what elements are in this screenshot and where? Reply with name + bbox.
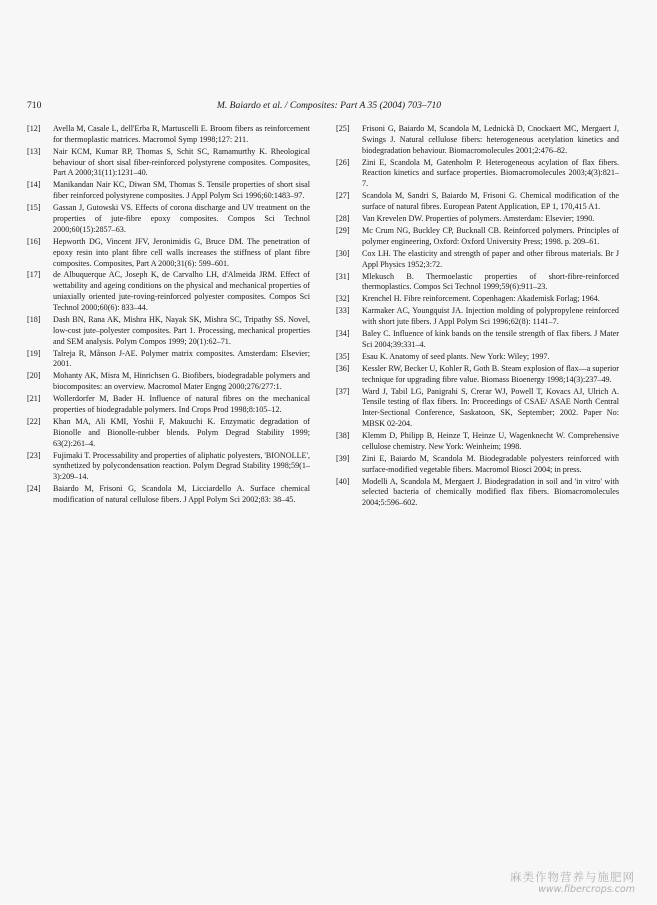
reference-number: [12]	[27, 124, 41, 133]
watermark-url: www.fibercrops.com	[538, 884, 635, 895]
reference-text: Karmaker AC, Youngquist JA. Injection molding of polypropylene reinforced with short jute fibers. J Appl Polym Sci 1996;62(8): 1141–7.	[362, 306, 619, 327]
reference-number: [18]	[27, 314, 41, 324]
reference-text: Cox LH. The elasticity and strength of paper and other fibrous materials. Br J Appl Physics 1952;3:72.	[362, 248, 619, 269]
reference-text: Mc Crum NG, Buckley CP, Bucknall CB. Reinforced polymers. Principles of polymer engineering, Oxford: Oxford University Press; 1998. p. 209–61.	[362, 225, 619, 246]
reference-entry	[27, 349, 310, 371]
reference-number: [31]	[336, 271, 350, 281]
reference-entry	[336, 329, 619, 351]
reference-entry	[336, 387, 619, 430]
reference-entry	[336, 294, 619, 305]
reference-entry	[336, 352, 619, 363]
reference-entry	[336, 364, 619, 386]
reference-entry	[27, 147, 310, 180]
reference-number: [27]	[336, 191, 350, 201]
references-left-column	[27, 124, 310, 507]
reference-text: Scandola M, Sandri S, Baiardo M, Frisoni G. Chemical modification of the surface of natural fibres. European Patent Application, EP 1, 170,415 A1.	[362, 191, 619, 212]
reference-entry	[27, 394, 310, 416]
reference-text: Van Krevelen DW. Properties of polymers. Amsterdam: Elsevier; 1990.	[362, 214, 595, 224]
reference-entry	[336, 454, 619, 476]
reference-number: [40]	[336, 476, 350, 486]
reference-number: [25]	[336, 124, 350, 133]
reference-entry	[336, 214, 619, 225]
reference-number: [29]	[336, 225, 350, 235]
reference-number: [15]	[27, 203, 41, 213]
page-number: 710	[27, 100, 42, 111]
reference-number: [22]	[27, 416, 41, 426]
reference-number: [28]	[336, 214, 350, 224]
reference-text: Nair KCM, Kumar RP, Thomas S, Schit SC, Ramamurthy K. Rheological behaviour of short sisal fiber-reinforced polystyrene composites. Composites, Part A 2000;31(11):1231–40.	[53, 146, 310, 178]
reference-text: Mlekusch B. Thermoelastic properties of short-fibre-reinforced thermoplastics. Compos Sci Technol 1999;59(6):911–23.	[362, 271, 619, 292]
reference-entry	[27, 371, 310, 393]
watermark-chinese: 麻类作物营养与施肥网	[510, 870, 635, 884]
reference-text: Baiardo M, Frisoni G, Scandola M, Licciardello A. Surface chemical modification of natural cellulose fibers. J Appl Polym Sci 2002;83: 38–45.	[53, 484, 310, 504]
reference-number: [36]	[336, 363, 350, 373]
reference-number: [17]	[27, 270, 41, 280]
reference-entry	[27, 237, 310, 270]
reference-text: Hepworth DG, Vincent JFV, Jeronimidis G, Bruce DM. The penetration of epoxy resin into plant fibre cell walls increases the stiffness of plant fibre composites. Composites, Part A 2000;31(6): 599–601.	[53, 236, 310, 268]
reference-number: [23]	[27, 450, 41, 460]
reference-entry	[336, 249, 619, 271]
reference-text: Klemm D, Philipp B, Heinze T, Heinze U, Wagenknecht W. Comprehensive cellulose chemistry. New York: Weinheim; 1998.	[362, 431, 619, 451]
reference-number: [35]	[336, 351, 350, 361]
reference-number: [20]	[27, 371, 41, 381]
reference-text: Gassan J, Gutowski VS. Effects of corona discharge and UV treatment on the properties of jute-fibre epoxy composites. Compos Sci Technol 2000;60(15):2857–63.	[53, 203, 310, 234]
references-right-column	[336, 124, 619, 510]
reference-entry	[336, 306, 619, 328]
reference-number: [38]	[336, 431, 350, 440]
reference-entry	[336, 272, 619, 294]
reference-number: [13]	[27, 146, 41, 156]
reference-text: Zini E, Baiardo M, Scandola M. Biodegradable polyesters reinforced with surface-modified vegetable fibers. Macromol Biosci 2004; in press.	[362, 453, 619, 474]
reference-entry	[27, 315, 310, 348]
reference-number: [37]	[336, 386, 350, 396]
reference-text: Baley C. Influence of kink bands on the tensile strength of flax fibers. J Mater Sci 2004;39:331–4.	[362, 329, 619, 349]
reference-entry	[27, 417, 310, 450]
reference-entry	[336, 226, 619, 248]
page-header	[27, 99, 631, 113]
reference-entry	[27, 270, 310, 313]
reference-text: Manikandan Nair KC, Diwan SM, Thomas S. Tensile properties of short sisal fiber reinforced polystyrene composites. J Appl Polym Sci 1996;60:1483–97.	[53, 180, 310, 201]
reference-entry	[336, 158, 619, 191]
reference-text: Avella M, Casale L, dell'Erba R, Martuscelli E. Broom fibers as reinforcement for thermoplastic matrices. Macromol Symp 1998;127: 211.	[53, 124, 310, 144]
reference-text: Kessler RW, Becker U, Kohler R, Goth B. Steam explosion of flax—a superior technique for upgrading fibre value. Biomass Bioenergy 1998;14(3):237–49.	[362, 363, 619, 384]
reference-text: Mohanty AK, Misra M, Hinrichsen G. Biofibers, biodegradable polymers and biocomposites: an overview. Macromol Mater Engng 2000;276/277:1.	[53, 371, 310, 392]
reference-entry	[27, 203, 310, 236]
reference-text: Ward J, Tabil LG, Panigrahi S, Crerar WJ, Powell T, Kovacs AJ, Ulrich A. Tensile testing of flax fibers. In: Proceedings of CSAE/ ASAE North Central Inter-Sectional Conference, Saskatoon, SK, September; 2002. Paper No: MBSK 02-204.	[362, 386, 619, 429]
reference-entry	[27, 451, 310, 484]
reference-number: [32]	[336, 294, 350, 304]
reference-text: Esau K. Anatomy of seed plants. New York: Wiley; 1997.	[362, 351, 550, 361]
reference-entry	[27, 180, 310, 202]
reference-entry	[27, 124, 310, 146]
reference-number: [34]	[336, 329, 350, 339]
reference-number: [16]	[27, 236, 41, 246]
running-head: M. Baiardo et al. / Composites: Part A 35 (2004) 703–710	[216, 100, 442, 111]
reference-entry	[336, 431, 619, 453]
reference-text: Khan MA, Ali KMI, Yoshii F, Makuuchi K. Enzymatic degradation of Bionolle and Bionolle-rubber blends. Polym Degrad Stability 1999; 63(2):261–4.	[53, 416, 310, 448]
reference-text: Zini E, Scandola M, Gatenholm P. Heterogeneous acylation of flax fibers. Reaction kinetics and surface properties. Biomacromolecules 2003;4(3):821–7.	[362, 157, 619, 189]
reference-number: [33]	[336, 306, 350, 316]
reference-entry	[336, 191, 619, 213]
reference-text: Wollerdorfer M, Bader H. Influence of natural fibres on the mechanical properties of biodegradable polymers. Ind Crops Prod 1998;8:105–12.	[53, 394, 310, 414]
reference-number: [30]	[336, 248, 350, 258]
reference-number: [14]	[27, 180, 41, 190]
reference-entry	[27, 484, 310, 506]
reference-entry	[336, 124, 619, 157]
reference-number: [26]	[336, 157, 350, 167]
reference-text: de Albuquerque AC, Joseph K, de Carvalho LH, d'Almeida JRM. Effect of wettability and ageing conditions on the physical and mechanical properties of uniaxially oriented jute-roving-reinforced polyester composites. Compos Sci Technol 2000;60(6): 833–44.	[53, 270, 310, 312]
watermark	[475, 870, 635, 895]
reference-number: [24]	[27, 484, 41, 494]
reference-number: [39]	[336, 453, 350, 463]
reference-text: Talreja R, Månson J-AE. Polymer matrix composites. Amsterdam: Elsevier; 2001.	[53, 348, 310, 369]
reference-text: Dash BN, Rana AK, Mishra HK, Nayak SK, Mishra SC, Tripathy SS. Novel, low-cost jute–polyester composites. Part 1. Processing, mechanical properties and SEM analysis. Polym Compos 1999; 20(1):62–71.	[53, 314, 310, 346]
reference-text: Fujimaki T. Processability and properties of aliphatic polyesters, 'BIONOLLE', synthetized by polycondensation reaction. Polym Degrad Stability 1998;59(1–3):209–14.	[53, 450, 310, 482]
reference-number: [19]	[27, 348, 41, 358]
reference-text: Modelli A, Scandola M, Mergaert J. Biodegradation in soil and 'in vitro' with selected bacteria of chemically modified flax fibers. Biomacromolecules 2004;5:596–602.	[362, 476, 619, 508]
reference-entry	[336, 477, 619, 510]
reference-number: [21]	[27, 394, 41, 404]
reference-text: Krenchel H. Fibre reinforcement. Copenhagen: Akademisk Forlag; 1964.	[362, 294, 600, 304]
reference-text: Frisoni G, Baiardo M, Scandola M, Lednickà D, Cnockaert MC, Mergaert J, Swings J. Natural cellulose fibers: heterogeneous acetylation kinetics and biodegradation behaviour. Biomacromolecules 2001;2:476–82.	[362, 124, 619, 155]
